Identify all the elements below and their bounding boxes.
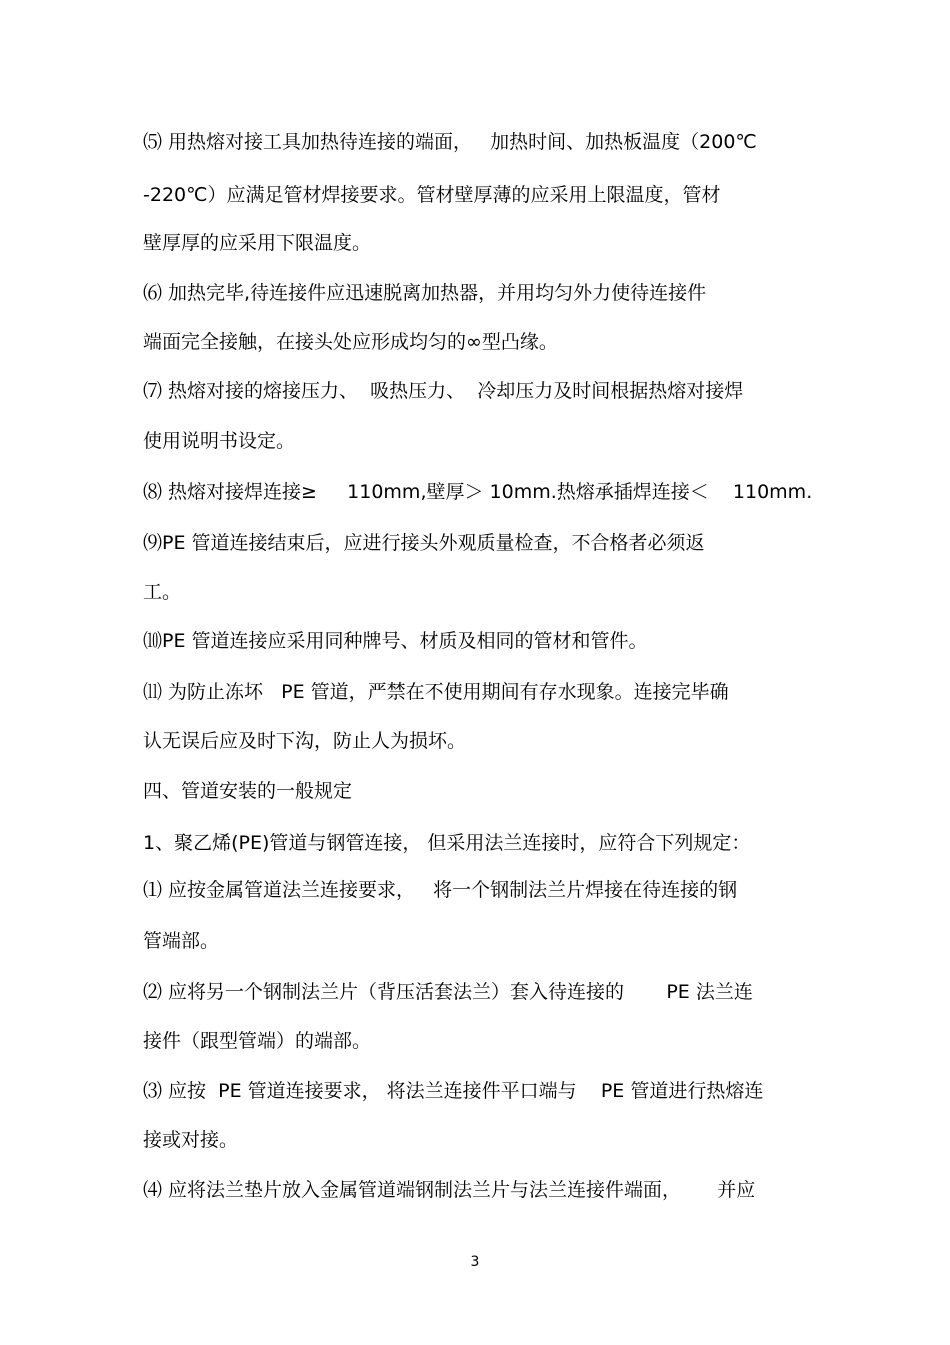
page-number: 3 (470, 1254, 480, 1270)
text-line: 1、聚乙烯(PE)管道与钢管连接， 但采用法兰连接时，应符合下列规定： (143, 832, 751, 854)
text-line: ⑵ 应将另一个钢制法兰片（背压活套法兰）套入待连接的 PE 法兰连 (143, 981, 753, 1003)
text-line: 接件（跟型管端）的端部。 (143, 1030, 372, 1052)
text-line: ⑴ 应按金属管道法兰连接要求， 将一个钢制法兰片焊接在待连接的钢 (143, 879, 738, 901)
text-line: 壁厚厚的应采用下限温度。 (143, 232, 372, 254)
text-line: 管端部。 (143, 930, 220, 952)
text-line: 工。 (143, 581, 182, 603)
text-line: 认无误后应及时下沟，防止人为损坏。 (143, 730, 467, 752)
text-line: ⑺ 热熔对接的熔接压力、 吸热压力、 冷却压力及时间根据热熔对接焊 (143, 380, 744, 402)
text-line: ⑾ 为防止冻坏 PE 管道，严禁在不使用期间有存水现象。连接完毕确 (143, 681, 729, 703)
text-line: ⑽PE 管道连接应采用同种牌号、材质及相同的管材和管件。 (143, 630, 648, 652)
text-line: 使用说明书设定。 (143, 430, 296, 452)
text-line: 接或对接。 (143, 1129, 239, 1151)
text-line: ⑸ 用热熔对接工具加热待连接的端面， 加热时间、加热板温度（200℃ (143, 131, 757, 153)
text-line: 端面完全接触，在接头处应形成均匀的∞型凸缘。 (143, 331, 558, 353)
text-line: ⑷ 应将法兰垫片放入金属管道端钢制法兰片与法兰连接件端面， 并应 (143, 1179, 756, 1201)
text-line: ⑻ 热熔对接焊连接≥ 110mm,壁厚＞ 10mm.热熔承插焊连接＜ 110mm. (143, 481, 813, 503)
section-heading: 四、管道安装的一般规定 (143, 780, 353, 802)
text-line: -220℃）应满足管材焊接要求。管材壁厚薄的应采用上限温度，管材 (143, 184, 721, 206)
text-line: ⑼PE 管道连接结束后，应进行接头外观质量检查，不合格者必须返 (143, 532, 705, 554)
text-line: ⑹ 加热完毕,待连接件应迅速脱离加热器，并用均匀外力使待连接件 (143, 282, 707, 304)
text-line: ⑶ 应按 PE 管道连接要求， 将法兰连接件平口端与 PE 管道进行热熔连 (143, 1080, 764, 1102)
